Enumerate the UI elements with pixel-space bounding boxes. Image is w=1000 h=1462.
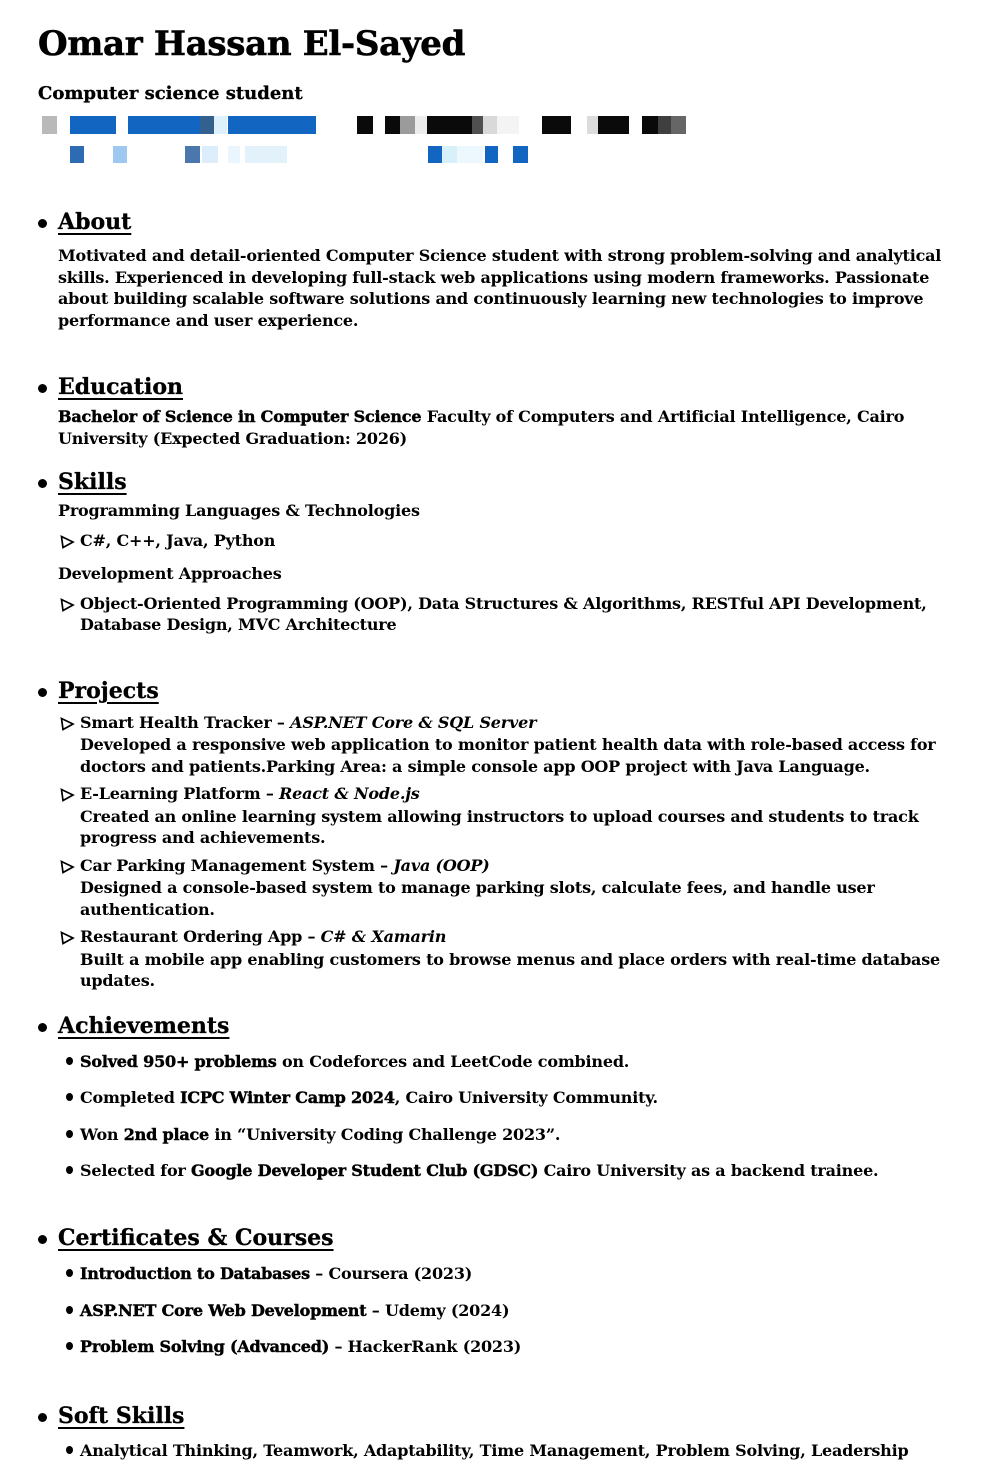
project-description: Built a mobile app enabling customers to browse menus and place orders with real-time database updates. xyxy=(80,949,941,991)
skills-group-label: Programming Languages & Technologies xyxy=(58,501,420,521)
redacted-block xyxy=(513,146,528,163)
achievement-item xyxy=(66,1120,956,1149)
redacted-block xyxy=(542,116,571,134)
achievements-heading xyxy=(38,1013,970,1039)
redacted-block xyxy=(42,116,57,134)
redacted-block xyxy=(658,116,671,134)
certificates-heading xyxy=(38,1225,970,1251)
person-name: Omar Hassan El-Sayed xyxy=(38,24,466,64)
soft-skills-item xyxy=(66,1440,956,1462)
section-education xyxy=(38,374,970,449)
project-item xyxy=(60,783,970,805)
achievement-item xyxy=(66,1047,956,1076)
bullet-icon xyxy=(38,1413,47,1422)
section-projects xyxy=(38,678,970,992)
redacted-block xyxy=(457,146,483,163)
project-item xyxy=(60,712,970,734)
arrow-bullet-icon xyxy=(60,715,75,737)
skills-item-text: Object-Oriented Programming (OOP), Data Structures & Algorithms, RESTful API Development, Database Design, MVC Architecture xyxy=(80,593,927,635)
soft-skills-text: Analytical Thinking, Teamwork, Adaptability, Time Management, Problem Solving, Leadership xyxy=(80,1441,909,1461)
redacted-block xyxy=(113,146,127,163)
achievement-lead: Completed xyxy=(80,1088,181,1108)
achievement-bold: Google Developer Student Club (GDSC) xyxy=(191,1161,539,1181)
redacted-block xyxy=(214,116,227,134)
certificate-name: Problem Solving (Advanced) xyxy=(80,1337,330,1357)
achievement-lead: Selected for xyxy=(80,1161,192,1181)
project-separator: – xyxy=(302,927,321,947)
person-title: Computer science student xyxy=(38,83,303,105)
certificate-detail: – Udemy (2024) xyxy=(366,1300,510,1320)
bullet-icon xyxy=(38,479,47,488)
projects-title: Projects xyxy=(58,677,159,704)
achievement-rest: on Codeforces and LeetCode combined. xyxy=(276,1051,630,1071)
project-item xyxy=(60,926,970,948)
arrow-bullet-icon xyxy=(60,929,75,951)
redacted-block xyxy=(472,116,483,134)
section-achievements xyxy=(38,1013,970,1186)
education-entry xyxy=(58,406,970,449)
project-name: Car Parking Management System xyxy=(80,855,375,875)
bullet-icon xyxy=(38,1235,47,1244)
bullet-icon xyxy=(38,1023,47,1032)
project-tech: ASP.NET Core & SQL Server xyxy=(290,712,537,732)
section-about xyxy=(38,209,970,331)
certificate-detail: – HackerRank (2023) xyxy=(329,1337,522,1357)
arrow-bullet-icon xyxy=(60,533,75,555)
redacted-block xyxy=(357,116,373,134)
redacted-block xyxy=(497,116,519,134)
certificate-name: ASP.NET Core Web Development xyxy=(80,1300,367,1320)
achievement-item xyxy=(66,1083,956,1112)
achievement-bold: Solved 950+ problems xyxy=(80,1051,277,1071)
certificate-name: Introduction to Databases xyxy=(80,1264,310,1284)
redacted-block xyxy=(228,146,240,163)
redacted-block xyxy=(385,116,400,134)
skills-heading xyxy=(38,469,970,495)
dot-bullet-icon xyxy=(66,1166,73,1174)
dot-bullet-icon xyxy=(66,1269,73,1277)
project-name: Restaurant Ordering App xyxy=(80,927,303,947)
section-soft-skills xyxy=(38,1403,970,1462)
achievement-rest: , Cairo University Community. xyxy=(394,1088,658,1108)
project-item xyxy=(60,855,970,877)
certificate-item xyxy=(66,1259,956,1288)
skills-item xyxy=(60,593,970,636)
certificates-list xyxy=(38,1259,970,1361)
dot-bullet-icon xyxy=(66,1342,73,1350)
bullet-icon xyxy=(38,688,47,697)
achievement-bold: ICPC Winter Camp 2024 xyxy=(180,1088,395,1108)
certificate-item xyxy=(66,1332,956,1361)
education-heading xyxy=(38,374,970,400)
redacted-block xyxy=(400,116,415,134)
redacted-block xyxy=(485,146,498,163)
dot-bullet-icon xyxy=(66,1130,73,1138)
redacted-block xyxy=(428,146,442,163)
skills-group-label: Development Approaches xyxy=(58,564,282,584)
project-name: E-Learning Platform xyxy=(80,784,261,804)
degree-detail: Faculty of Computers and Artificial Intelligence, Cairo University (Expected Graduation: 2026) xyxy=(58,407,905,448)
redacted-block xyxy=(200,116,214,134)
about-text: Motivated and detail-oriented Computer Science student with strong problem-solving and analytical skills. Experienced in developing full-stack web applications using modern frameworks. Passionate about building scalable software solutions and continuously learning new technologies to improve performance and user experience. xyxy=(58,246,942,330)
arrow-bullet-icon xyxy=(60,596,75,618)
about-heading xyxy=(38,209,970,235)
skills-item-text: C#, C++, Java, Python xyxy=(80,530,276,550)
dot-bullet-icon xyxy=(66,1446,73,1454)
education-title: Education xyxy=(58,374,183,401)
achievements-list xyxy=(38,1047,970,1186)
project-tech: C# & Xamarin xyxy=(320,927,447,947)
project-name: Smart Health Tracker xyxy=(80,712,272,732)
achievement-rest: in “University Coding Challenge 2023”. xyxy=(209,1124,561,1144)
arrow-bullet-icon xyxy=(60,786,75,808)
achievement-bold: 2nd place xyxy=(123,1124,210,1144)
project-separator: – xyxy=(271,712,291,732)
project-description: Designed a console-based system to manage parking slots, calculate fees, and handle user authentication. xyxy=(80,878,875,919)
soft-skills-heading xyxy=(38,1403,970,1429)
redacted-block xyxy=(185,146,200,163)
arrow-bullet-icon xyxy=(60,858,75,880)
bullet-icon xyxy=(38,219,47,228)
certificate-item xyxy=(66,1296,956,1325)
redacted-block xyxy=(202,146,218,163)
achievement-item xyxy=(66,1156,956,1185)
degree-name: Bachelor of Science in Computer Science xyxy=(58,407,422,427)
redacted-block xyxy=(245,146,287,163)
section-certificates xyxy=(38,1225,970,1361)
redacted-block xyxy=(587,116,598,134)
redacted-block xyxy=(442,146,457,163)
redacted-block xyxy=(671,116,686,134)
certificates-title: Certificates & Courses xyxy=(58,1225,334,1252)
dot-bullet-icon xyxy=(66,1093,73,1101)
project-separator: – xyxy=(374,855,394,875)
redacted-block xyxy=(427,116,472,134)
achievement-lead: Won xyxy=(80,1124,124,1144)
redacted-block xyxy=(128,116,200,134)
redacted-block xyxy=(642,116,658,134)
redacted-block xyxy=(598,116,629,134)
redaction-bars xyxy=(38,116,970,163)
soft-skills-title: Soft Skills xyxy=(58,1403,185,1430)
project-description: Created an online learning system allowing instructors to upload courses and students to track progress and achievements. xyxy=(80,806,919,848)
achievement-rest: Cairo University as a backend trainee. xyxy=(538,1161,879,1181)
project-separator: – xyxy=(260,784,279,804)
achievements-title: Achievements xyxy=(58,1012,230,1039)
certificate-detail: – Coursera (2023) xyxy=(309,1264,473,1284)
about-title: About xyxy=(58,209,132,236)
redacted-block xyxy=(70,146,84,163)
project-tech: React & Node.js xyxy=(279,784,420,804)
skills-item xyxy=(60,530,970,552)
project-description: Developed a responsive web application to monitor patient health data with role-based access for doctors and patients.Parking Area: a simple console app OOP project with Java Language. xyxy=(80,735,936,776)
projects-heading xyxy=(38,678,970,704)
section-skills xyxy=(38,469,970,636)
bullet-icon xyxy=(38,384,47,393)
project-tech: Java (OOP) xyxy=(393,855,490,875)
redacted-block xyxy=(415,116,427,134)
dot-bullet-icon xyxy=(66,1057,73,1065)
skills-title: Skills xyxy=(58,469,127,496)
redacted-block xyxy=(70,116,116,134)
redacted-block xyxy=(228,116,316,134)
dot-bullet-icon xyxy=(66,1306,73,1314)
redacted-block xyxy=(483,116,497,134)
